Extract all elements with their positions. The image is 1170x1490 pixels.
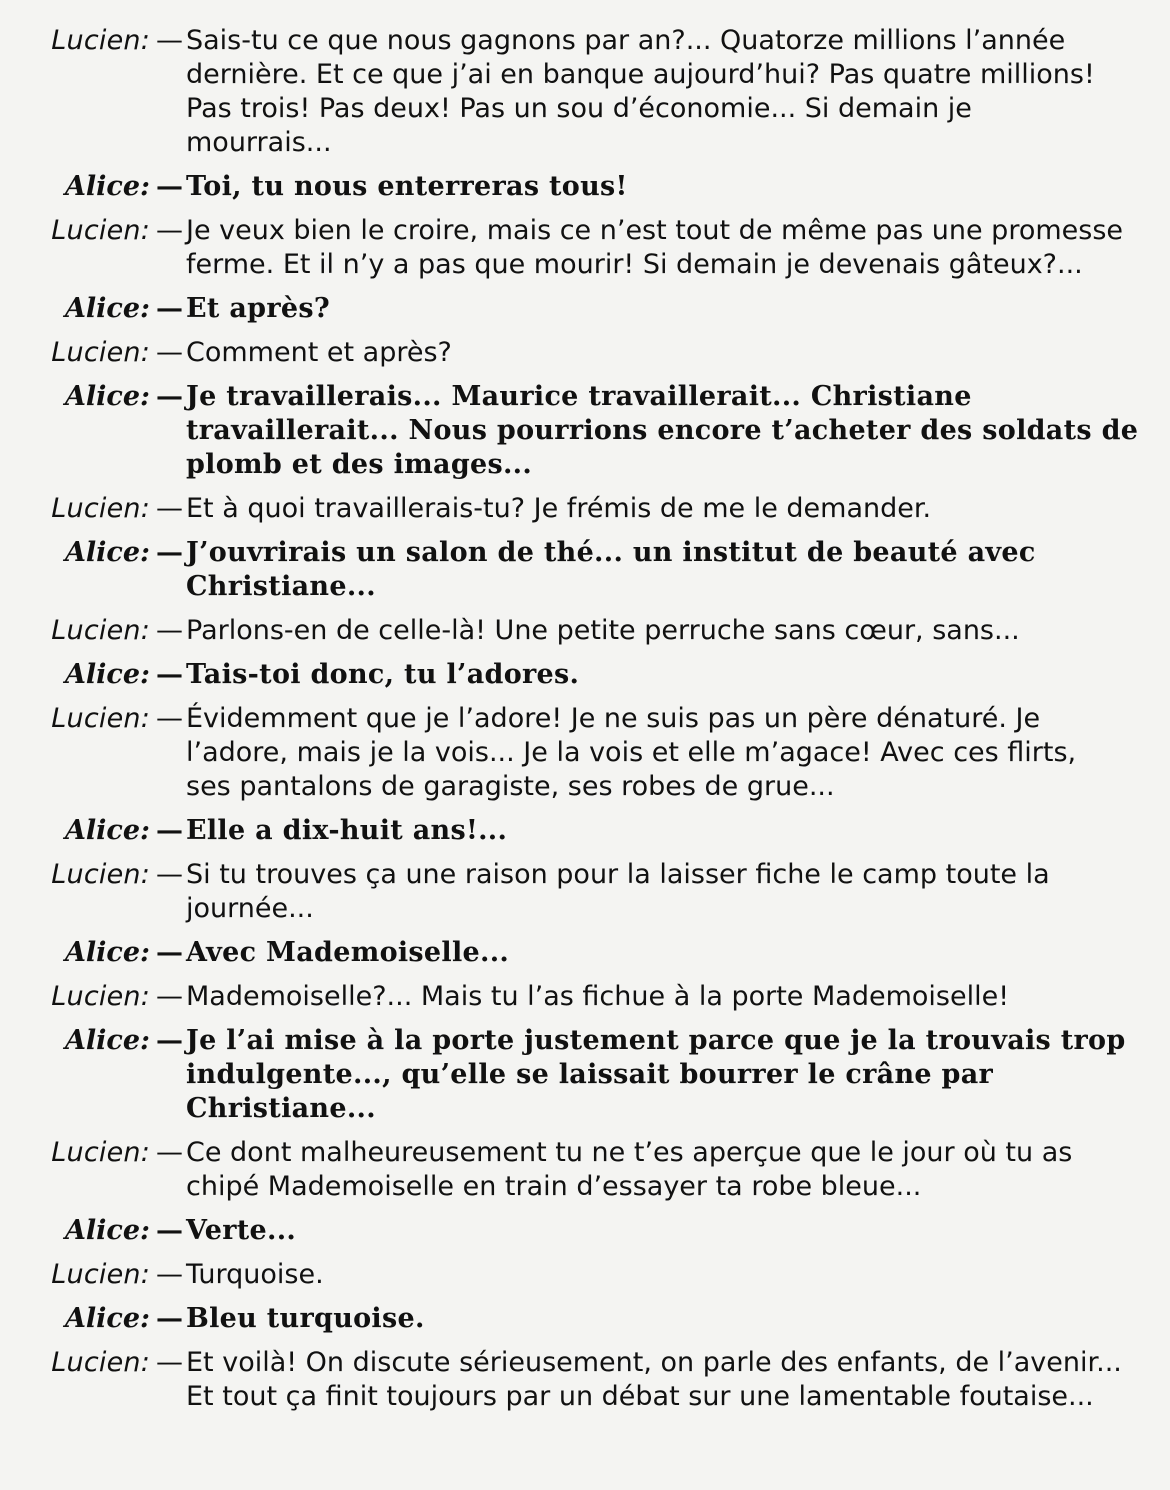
speaker-name: Lucien: [51,215,150,246]
dialogue-dash: — [156,659,183,690]
dialogue-dash: — [156,381,183,412]
dialogue-line [0,814,1140,848]
dialogue-line [0,1136,1140,1204]
dialogue-dash: — [156,215,183,246]
dialogue-line [0,1346,1140,1414]
dialogue-text: Turquoise. [186,1259,324,1290]
dialogue-dash: — [156,815,183,846]
speaker-name: Alice: [64,171,150,202]
dialogue-text: J’ouvrirais un salon de thé... un institut de beauté avec Christiane... [186,537,1036,602]
dialogue-line [0,1302,1140,1336]
dialogue-text: Je veux bien le croire, mais ce n’est tout de même pas une promesse ferme. Et il n’y a pas que mourir! Si demain je devenais gâteux?... [186,215,1123,280]
dialogue-dash: — [156,703,183,734]
dialogue-dash: — [156,1215,183,1246]
dialogue-dash: — [156,615,183,646]
dialogue-text: Verte... [186,1215,297,1246]
dialogue-text: Mademoiselle?... Mais tu l’as fichue à la porte Mademoiselle! [186,981,1010,1012]
dialogue-line [0,980,1140,1014]
dialogue-text: Comment et après? [186,337,452,368]
dialogue-text: Elle a dix-huit ans!... [186,815,508,846]
dialogue-dash: — [156,981,183,1012]
dialogue-line [0,380,1140,482]
speaker-name: Lucien: [51,859,150,890]
speaker-name: Lucien: [51,25,150,56]
speaker-name: Alice: [64,1303,150,1334]
speaker-name: Lucien: [51,337,150,368]
dialogue-dash: — [156,537,183,568]
speaker-name: Alice: [64,293,150,324]
dialogue [0,24,1140,1414]
speaker-name: Alice: [64,659,150,690]
dialogue-line [0,658,1140,692]
dialogue-text: Bleu turquoise. [186,1303,425,1334]
speaker-name: Lucien: [51,703,150,734]
dialogue-dash: — [156,1259,183,1290]
dialogue-line [0,1024,1140,1126]
dialogue-text: Évidemment que je l’adore! Je ne suis pas un père dénaturé. Je l’adore, mais je la vois... Je la vois et elle m’agace! Avec ces flirts, ses pantalons de garagiste, ses robes de grue... [186,703,1077,802]
dialogue-dash: — [156,171,183,202]
dialogue-text: Tais-toi donc, tu l’adores. [186,659,580,690]
dialogue-dash: — [156,1347,183,1378]
speaker-name: Alice: [64,537,150,568]
speaker-name: Lucien: [51,1259,150,1290]
speaker-name: Alice: [64,381,150,412]
dialogue-text: Et à quoi travaillerais-tu? Je frémis de me le demander. [186,493,932,524]
dialogue-text: Si tu trouves ça une raison pour la laisser fiche le camp toute la journée... [186,859,1050,924]
dialogue-line [0,492,1140,526]
dialogue-line [0,936,1140,970]
speaker-name: Lucien: [51,615,150,646]
dialogue-dash: — [156,25,183,56]
dialogue-line [0,336,1140,370]
dialogue-text: Je l’ai mise à la porte justement parce que je la trouvais trop indulgente..., qu’elle se laissait bourrer le crâne par Christiane... [186,1025,1126,1124]
dialogue-dash: — [156,493,183,524]
dialogue-text: Parlons-en de celle-là! Une petite perruche sans cœur, sans... [186,615,1020,646]
dialogue-dash: — [156,1303,183,1334]
dialogue-dash: — [156,1137,183,1168]
dialogue-line [0,702,1140,804]
dialogue-line [0,170,1140,204]
speaker-name: Alice: [64,1215,150,1246]
dialogue-text: Toi, tu nous enterreras tous! [186,171,628,202]
dialogue-text: Je travaillerais... Maurice travaillerait... Christiane travaillerait... Nous pourrions encore t’acheter des soldats de plomb et des images... [186,381,1139,480]
dialogue-text: Et voilà! On discute sérieusement, on parle des enfants, de l’avenir... Et tout ça finit toujours par un débat sur une lamentable foutaise... [186,1347,1122,1412]
dialogue-line [0,536,1140,604]
dialogue-line [0,1258,1140,1292]
speaker-name: Alice: [64,815,150,846]
dialogue-line [0,858,1140,926]
dialogue-dash: — [156,337,183,368]
dialogue-text: Et après? [186,293,330,324]
dialogue-line [0,292,1140,326]
dialogue-line [0,24,1140,160]
dialogue-text: Ce dont malheureusement tu ne t’es aperçue que le jour où tu as chipé Mademoiselle en train d’essayer ta robe bleue... [186,1137,1073,1202]
dialogue-dash: — [156,859,183,890]
dialogue-dash: — [156,937,183,968]
dialogue-line [0,614,1140,648]
dialogue-line [0,214,1140,282]
dialogue-dash: — [156,1025,183,1056]
speaker-name: Alice: [64,937,150,968]
speaker-name: Lucien: [51,1347,150,1378]
dialogue-line [0,1214,1140,1248]
dialogue-text: Sais-tu ce que nous gagnons par an?... Quatorze millions l’année dernière. Et ce que j’ai en banque aujourd’hui? Pas quatre millions! Pas trois! Pas deux! Pas un sou d’économie... Si demain je mourrais... [186,25,1095,158]
speaker-name: Lucien: [51,1137,150,1168]
speaker-name: Alice: [64,1025,150,1056]
dialogue-text: Avec Mademoiselle... [186,937,510,968]
speaker-name: Lucien: [51,981,150,1012]
dialogue-dash: — [156,293,183,324]
speaker-name: Lucien: [51,493,150,524]
